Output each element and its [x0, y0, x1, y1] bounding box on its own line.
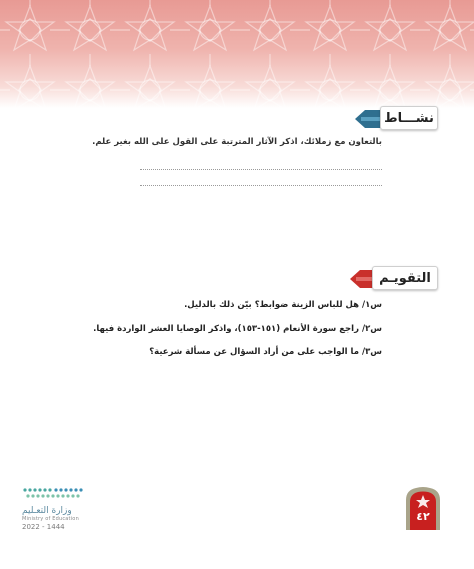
activity-instruction: بالتعاون مع زملائك، اذكر الآثار المترتبة على القول على الله بغير علم. [92, 137, 382, 147]
ministry-name-ar: وزارة التعـليم [22, 506, 72, 516]
edition-year: 2022 - 1444 [22, 523, 65, 531]
question-3: س٣/ ما الواجب على من أراد السؤال عن مسألة شرعية؟ [149, 347, 382, 357]
question-2: س٢/ راجع سورة الأنعام (١٥١-١٥٣)، واذكر الوصايا العشر الواردة فيها. [93, 324, 382, 334]
ministry-dots-icon [22, 486, 84, 502]
ministry-name-en: Ministry of Education [22, 516, 79, 522]
answer-line [140, 185, 382, 186]
islamic-pattern-icon [0, 0, 474, 108]
page-number-badge [404, 486, 442, 530]
evaluation-title: التقويـم [372, 266, 438, 290]
question-1: س١/ هل للباس الزينة ضوابط؟ بيّن ذلك بالدليل. [184, 300, 382, 310]
ministry-logo [22, 486, 132, 531]
answer-line [140, 169, 382, 170]
activity-title: نشـــاط [380, 106, 438, 130]
header-pattern-band [0, 0, 474, 108]
page-number: ٤٢ [416, 510, 430, 523]
badge-shape-icon [404, 486, 442, 530]
